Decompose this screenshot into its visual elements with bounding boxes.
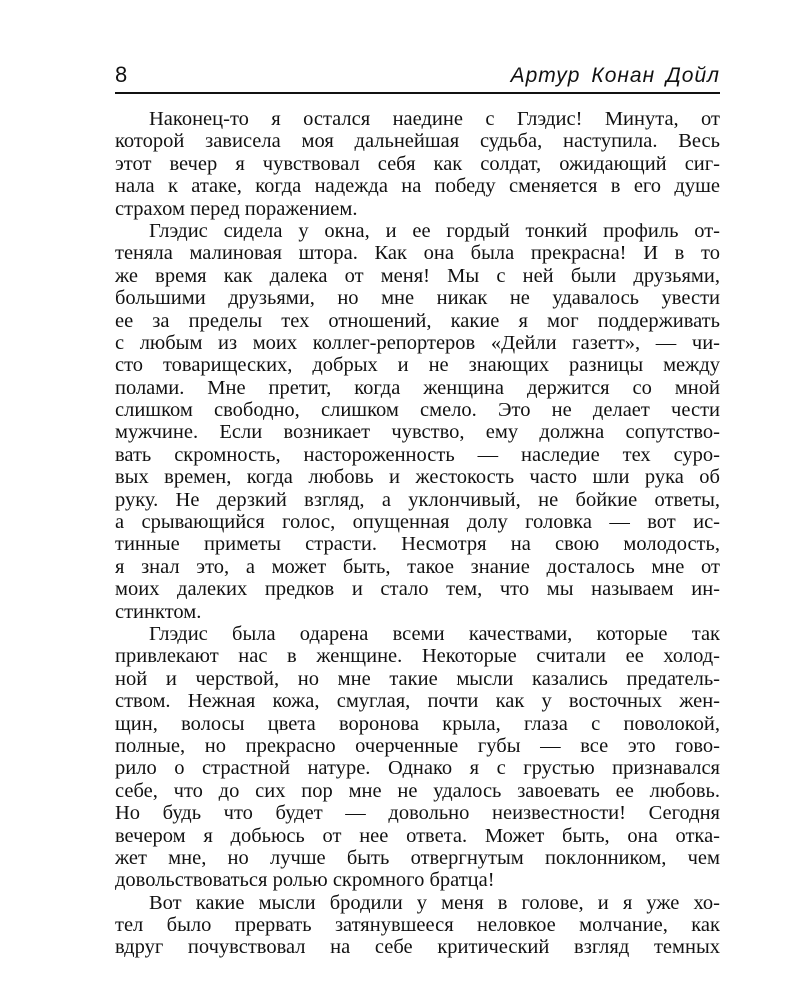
text-line: мужчине. Если возникает чувство, ему должна сопутство- xyxy=(115,421,720,444)
text-line: этот вечер я чувствовал себя как солдат, ожидающий сиг- xyxy=(115,152,720,175)
text-line: вдруг почувствовал на себе критический взгляд темных xyxy=(115,936,720,959)
text-line: слишком свободно, слишком смело. Это не делает чести xyxy=(115,399,720,422)
text-line: а срывающийся голос, опущенная долу головка — вот ис- xyxy=(115,511,720,534)
text-line: ной и черствой, но мне такие мысли казались предатель- xyxy=(115,667,720,690)
book-page xyxy=(115,62,720,959)
text-line: Наконец-то я остался наедине с Глэдис! Минута, от xyxy=(149,108,720,130)
text-line: Вот какие мысли бродили у меня в голове, и я уже хо- xyxy=(149,891,720,914)
running-header xyxy=(115,62,720,94)
text-line: себе, что до сих пор мне не удалось завоевать ее любовь. xyxy=(115,779,720,802)
text-line: теняла малиновая штора. Как она была прекрасна! И в то xyxy=(115,242,720,265)
text-line: Глэдис сидела у окна, и ее гордый тонкий профиль от- xyxy=(149,219,720,242)
text-line: которой зависела моя дальнейшая судьба, наступила. Весь xyxy=(115,130,720,153)
text-line: щин, волосы цвета воронова крыла, глаза с поволокой, xyxy=(115,712,720,735)
text-line: Глэдис была одарена всеми качествами, которые так xyxy=(149,622,720,645)
text-line: ее за пределы тех отношений, какие я мог поддерживать xyxy=(115,309,720,332)
text-line: большими друзьями, но мне никак не удавалось увести xyxy=(115,287,720,310)
text-line: тел было прервать затянувшееся неловкое молчание, как xyxy=(115,914,720,937)
text-line: с любым из моих коллег-репортеров «Дейли газетт», — чи- xyxy=(115,331,720,354)
text-line: моих далеких предков и стало тем, что мы называем ин- xyxy=(115,578,720,601)
text-line: вать скромность, настороженность — наследие тех суро- xyxy=(115,443,720,466)
text-line: привлекают нас в женщине. Некоторые считали ее холод- xyxy=(115,645,720,668)
body-text xyxy=(115,108,720,959)
text-line: тинные приметы страсти. Несмотря на свою молодость, xyxy=(115,533,720,556)
text-line: страхом перед поражением. xyxy=(115,197,358,220)
text-line: полные, но прекрасно очерченные губы — все это гово- xyxy=(115,734,720,757)
text-line: Но будь что будет — довольно неизвестности! Сегодня xyxy=(115,802,720,825)
running-head-author: Артур Конан Дойл xyxy=(510,64,720,87)
text-line: жет мне, но лучше быть отвергнутым поклонником, чем xyxy=(115,846,720,869)
text-line: нала к атаке, когда надежда на победу сменяется в его душе xyxy=(115,175,720,198)
text-line: сто товарищеских, добрых и не знающих разницы между xyxy=(115,354,720,377)
text-line: ством. Нежная кожа, смуглая, почти как у восточных жен- xyxy=(115,690,720,713)
text-line: вечером я добьюсь от нее ответа. Может быть, она отка- xyxy=(115,824,720,847)
text-line: рило о страстной натуре. Однако я с грустью признавался xyxy=(115,757,720,780)
page-number: 8 xyxy=(115,62,128,87)
text-line: же время как далека от меня! Мы с ней были друзьями, xyxy=(115,264,720,287)
text-line: вых времен, когда любовь и жестокость часто шли рука об xyxy=(115,466,720,489)
text-line: полами. Мне претит, когда женщина держится со мной xyxy=(115,376,720,399)
text-line: я знал это, а может быть, такое знание досталось мне от xyxy=(115,555,720,578)
text-line: руку. Не дерзкий взгляд, а уклончивый, не бойкие ответы, xyxy=(115,488,720,511)
text-line: стинктом. xyxy=(115,600,202,623)
text-line: довольствоваться ролью скромного братца! xyxy=(115,869,495,892)
